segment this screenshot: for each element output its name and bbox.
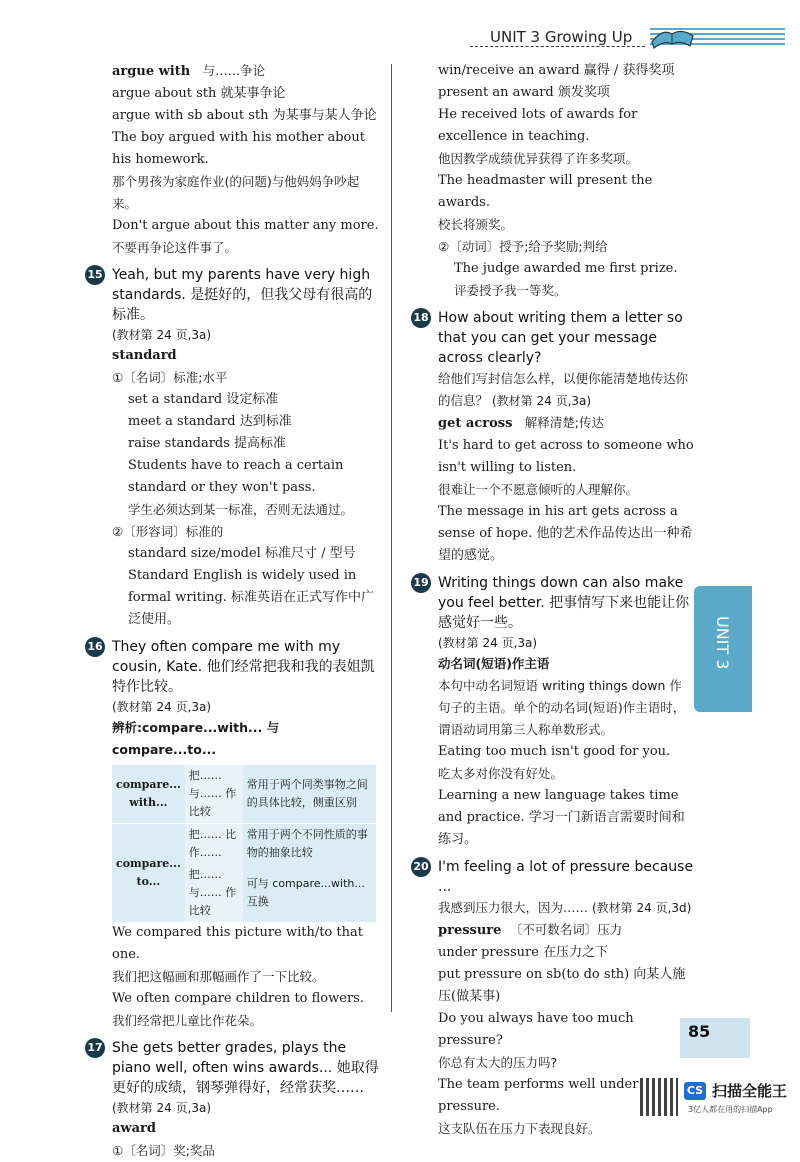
entry-pressure (438, 919, 694, 942)
table-cell: compare... to... (112, 824, 185, 923)
point-number: 20 (411, 857, 431, 877)
table-cell: compare... with... (116, 778, 181, 809)
key-sentence: They often compare me with my cousin, Kate. 他们经常把我和我的表姐凯特作比较。 (112, 639, 375, 695)
unit-side-tab (694, 586, 752, 712)
collocation: put pressure on sb(to do sth) 向某人施压(做某事) (438, 967, 686, 1004)
entry-argue-heading (112, 60, 380, 83)
example-en: The headmaster will present the awards. (438, 173, 653, 210)
point-number: 17 (85, 1038, 105, 1058)
example-en: The team performs well under pressure. (438, 1077, 639, 1114)
point-number: 15 (85, 265, 105, 285)
example-zh: 那个男孩为家庭作业(的问题)与他妈妈争吵起来。 (112, 174, 360, 211)
key-sentence: Writing things down can also make you feel better. 把事情写下来也能让你感觉好一些。 (438, 575, 690, 631)
table-cell: 把…… 与…… 作比较 (185, 864, 243, 922)
example-zh: 不要再争论这件事了。 (112, 240, 238, 255)
example-zh: 他因教学成绩优异获得了许多奖项。 (438, 151, 639, 166)
textbook-ref: (教材第 24 页,3d) (592, 901, 692, 915)
page-number: 85 (688, 1022, 711, 1041)
header-rule (470, 46, 645, 47)
example-zh: 校长将颁奖。 (438, 217, 514, 232)
key-sentence: Yeah, but my parents have very high standards. 是挺好的，但我父母有很高的标准。 (112, 267, 373, 323)
translation: 给他们写封信怎么样，以便你能清楚地传达你的信息？ (438, 371, 689, 408)
headword: standard (112, 348, 177, 363)
point-18 (413, 308, 694, 412)
example-en: We compared this picture with/to that one. (112, 925, 363, 962)
point-number: 18 (411, 308, 431, 328)
sense-label: ②〔形容词〕标准的 (112, 524, 224, 539)
textbook-ref: (教材第 24 页,3a) (112, 1101, 212, 1115)
comparison-table (112, 765, 376, 922)
textbook-ref: (教材第 24 页,3a) (438, 636, 538, 650)
example-en: Students have to reach a certain standard or they won't pass. (128, 458, 344, 495)
point-15 (87, 265, 380, 345)
point-number: 19 (411, 573, 431, 593)
collocation: win/receive an award 赢得 / 获得奖项 (438, 63, 675, 78)
example-zh: 这支队伍在压力下表现良好。 (438, 1121, 601, 1136)
table-cell: 常用于两个同类事物之间的具体比较，侧重区别 (246, 778, 368, 809)
column-divider (391, 64, 392, 1012)
page-number-block (680, 1018, 750, 1058)
table-cell: 常用于两个不同性质的事物的抽象比较 (243, 824, 376, 865)
scanner-brand: 扫描全能王 (712, 1082, 788, 1100)
collocation: meet a standard 达到标准 (128, 414, 292, 429)
collocation: set a standard 设定标准 (128, 392, 279, 407)
point-17 (87, 1038, 380, 1118)
grammar-explanation: 本句中动名词短语 writing things down 作句子的主语。单个的动名词(短语)作主语时，谓语动词用第三人称单数形式。 (438, 678, 686, 737)
example-en: The judge awarded me first prize. (454, 261, 678, 276)
sense-label: ①〔名词〕标准;水平 (112, 370, 228, 385)
collocation: argue with sb about sth 为某事与某人争论 (112, 108, 377, 123)
example-zh: 很难让一个不愿意倾听的人理解你。 (438, 482, 639, 497)
table-cell: 可与 compare...with... 互换 (246, 877, 365, 908)
headword-meaning: 解释清楚;传达 (524, 415, 605, 430)
example: The message in his art gets across a sense of hope. 他的艺术作品传达出一种希望的感觉。 (438, 504, 693, 563)
key-sentence: How about writing them a letter so that you can get your message across clearly? (438, 310, 683, 366)
collocation: present an award 颁发奖项 (438, 85, 610, 100)
grammar-heading: 动名词(短语)作主语 (438, 656, 550, 671)
scanner-tagline: 3亿人都在用的扫描App (688, 1105, 773, 1114)
example-zh: 我们经常把儿童比作花朵。 (112, 1013, 263, 1028)
collocation: raise standards 提高标准 (128, 436, 287, 451)
textbook-ref: (教材第 24 页,3a) (492, 394, 592, 408)
example-zh: 评委授予我一等奖。 (454, 283, 567, 298)
sense-label: ①〔名词〕奖;奖品 (112, 1143, 215, 1158)
example-en: It's hard to get across to someone who isn't willing to listen. (438, 438, 694, 475)
analysis-heading: 辨析:compare...with... 与 compare...to... (112, 720, 280, 757)
entry-get-across (438, 412, 694, 435)
left-column (87, 60, 380, 1162)
headword: argue with (112, 64, 191, 79)
example: Learning a new language takes time and practice. 学习一门新语言需要时间和练习。 (438, 788, 685, 847)
table-row (112, 824, 376, 865)
headword: award (112, 1121, 156, 1136)
example-en: Eating too much isn't good for you. (438, 744, 671, 759)
table-row (112, 765, 376, 824)
table-cell: 把…… 比作…… (185, 824, 243, 865)
example-zh: 你总有太大的压力吗? (438, 1055, 558, 1070)
collocation: standard size/model 标准尺寸 / 型号 (128, 546, 356, 561)
page-header (470, 18, 790, 58)
cs-logo-icon: CS (684, 1082, 706, 1100)
example-zh: 学生必须达到某一标准，否则无法通过。 (128, 502, 354, 517)
point-19 (413, 573, 694, 653)
key-sentence: She gets better grades, plays the piano well, often wins awards... 她取得更好的成绩，钢琴弹得好，经常获奖…… (112, 1040, 379, 1096)
translation: 我感到压力很大，因为…… (438, 900, 589, 915)
right-column (413, 60, 694, 1140)
example-en: Do you always have too much pressure? (438, 1011, 634, 1048)
textbook-ref: (教材第 24 页,3a) (112, 328, 212, 342)
collocation: under pressure 在压力之下 (438, 945, 609, 960)
sense-label: ②〔动词〕授予;给予奖励;判给 (438, 239, 608, 254)
point-number: 16 (85, 637, 105, 657)
point-16 (87, 637, 380, 717)
headword-meaning: 〔不可数名词〕压力 (509, 922, 623, 937)
point-20 (413, 857, 694, 919)
qr-code-icon (640, 1078, 678, 1116)
textbook-ref: (教材第 24 页,3a) (112, 700, 212, 714)
example-en: The boy argued with his mother about his homework. (112, 130, 365, 167)
table-cell: 把…… 与…… 作比较 (185, 765, 243, 824)
key-sentence-zh (438, 897, 694, 919)
example-en: Don't argue about this matter any more. (112, 218, 379, 233)
key-sentence-zh (438, 368, 694, 412)
example-zh: 我们把这幅画和那幅画作了一下比较。 (112, 969, 325, 984)
example-zh: 吃太多对你没有好处。 (438, 766, 564, 781)
book-logo-icon (650, 22, 695, 50)
collocation: argue about sth 就某事争论 (112, 86, 286, 101)
headword: pressure (438, 923, 502, 938)
headword: get across (438, 416, 513, 431)
side-tab-label: UNIT 3 (713, 616, 732, 670)
headword-meaning: 与……争论 (202, 63, 266, 78)
example: Standard English is widely used in formal writing. 标准英语在正式写作中广泛使用。 (128, 568, 375, 627)
example-en: We often compare children to flowers. (112, 991, 364, 1006)
example-en: He received lots of awards for excellence in teaching. (438, 107, 638, 144)
key-sentence: I'm feeling a lot of pressure because ... (438, 859, 694, 895)
unit-title: UNIT 3 Growing Up (490, 28, 633, 46)
